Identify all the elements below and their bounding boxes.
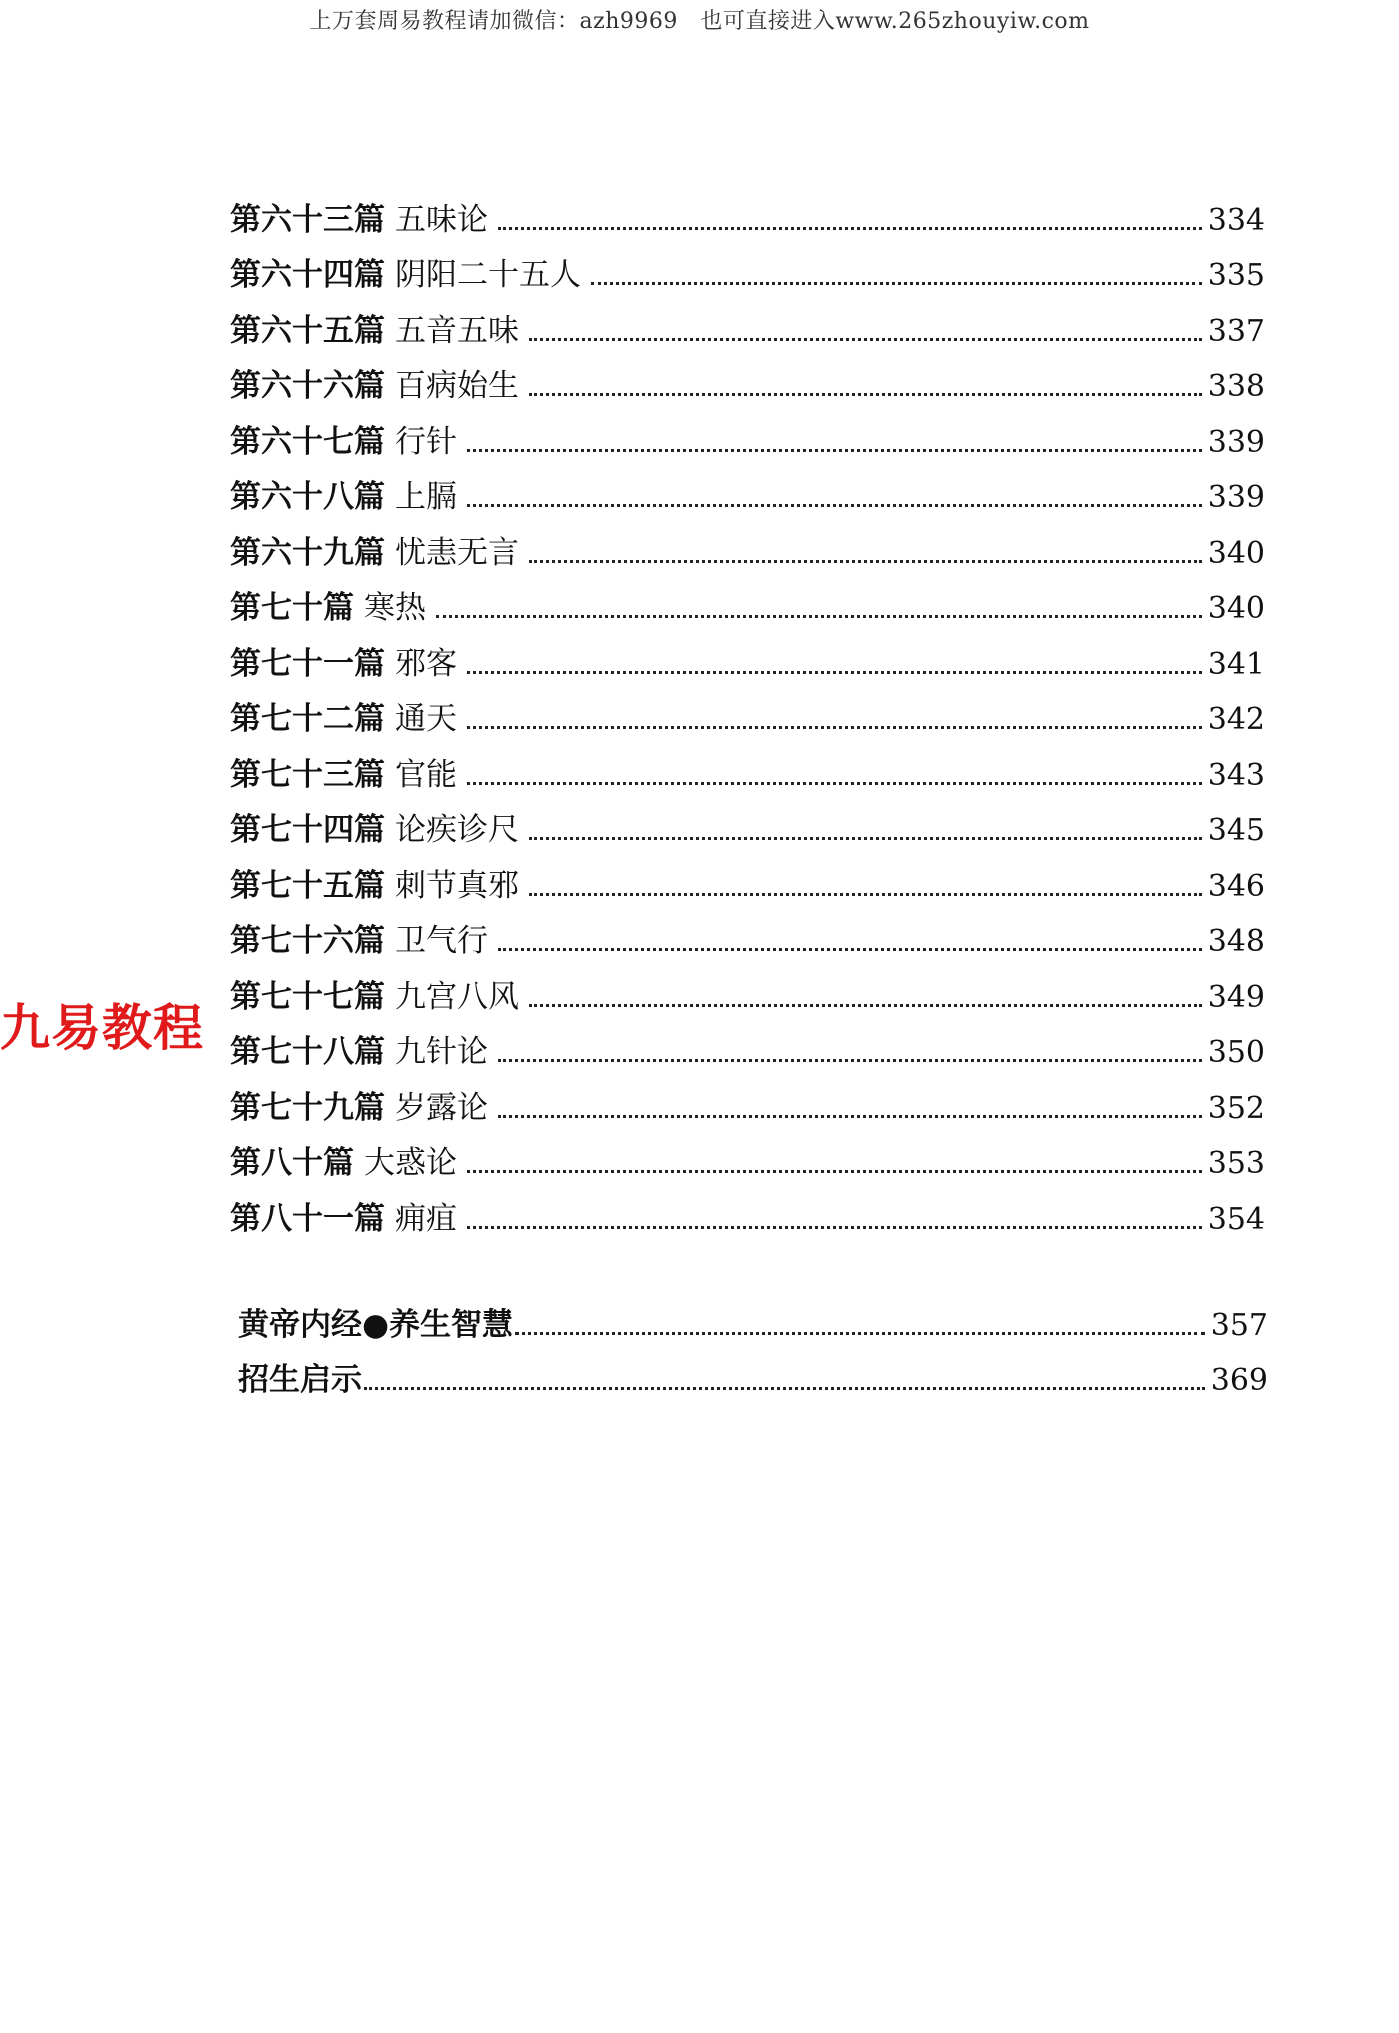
toc-chapter-title: 官能 [395,756,457,793]
toc-page-number: 357 [1210,1307,1268,1343]
toc-section-title: 招生启示 [238,1362,362,1398]
toc-entry[interactable] [230,291,1265,347]
toc-entry[interactable] [230,735,1265,791]
toc-chapter-title: 卫气行 [395,923,488,959]
dot-leader [529,338,1202,341]
toc-chapter-number: 第八十篇 [230,1145,354,1181]
toc-entry[interactable] [230,1124,1265,1180]
toc-chapter-title: 通天 [395,701,457,737]
toc-section-title: 黄帝内经●养生智慧 [238,1306,514,1343]
toc-entry[interactable] [230,902,1265,958]
toc-chapter-number: 第七十篇 [230,590,354,626]
toc-chapter-number: 第六十三篇 [230,201,385,238]
toc-page-number: 339 [1207,424,1265,460]
toc-chapter-number: 第七十八篇 [230,1034,385,1070]
toc-chapter-title: 上膈 [395,479,457,515]
toc-chapter-number: 第七十五篇 [230,867,385,904]
toc-entry[interactable] [230,680,1265,736]
dot-leader [467,782,1202,785]
toc-chapter-title: 忧恚无言 [395,534,519,571]
toc-entry[interactable] [230,1068,1265,1124]
toc-page-number: 348 [1207,924,1265,959]
dot-leader [467,726,1202,729]
toc-chapter-title: 论疾诊尺 [395,812,519,848]
dot-leader [529,560,1202,563]
toc-chapter-number: 第七十九篇 [230,1089,385,1126]
toc-chapter-title: 阴阳二十五人 [395,257,581,293]
dot-leader [467,1170,1202,1173]
toc-entry[interactable] [230,624,1265,680]
toc-page-number: 342 [1207,702,1265,737]
toc-entry[interactable] [230,1179,1265,1235]
toc-page-number: 340 [1207,591,1265,626]
dot-leader [498,227,1202,230]
dot-leader [467,449,1202,452]
toc-entry[interactable] [230,957,1265,1013]
dot-leader [529,393,1202,396]
dot-leader [467,671,1202,674]
toc-entry[interactable] [230,402,1265,458]
toc-chapter-title: 百病始生 [395,368,519,404]
dot-leader [436,615,1202,618]
toc-chapter-title: 九针论 [395,1034,488,1070]
toc-page-number: 353 [1207,1146,1265,1181]
toc-chapter-title: 大惑论 [364,1145,457,1181]
dot-leader [364,1387,1205,1390]
toc-chapter-number: 第七十三篇 [230,756,385,793]
watermark-logo: 九易教程 [0,999,204,1057]
toc-chapter-number: 第七十二篇 [230,701,385,737]
toc-page-number: 345 [1207,813,1265,848]
toc-chapter-title: 刺节真邪 [395,867,519,904]
toc-chapter-number: 第六十九篇 [230,534,385,571]
dot-leader [467,504,1202,507]
toc-chapter-number: 第七十四篇 [230,812,385,848]
toc-page-number: 343 [1207,757,1265,793]
toc-chapter-number: 第七十一篇 [230,645,385,682]
toc-chapter-title: 岁露论 [395,1089,488,1126]
toc-chapter-number: 第六十八篇 [230,479,385,515]
toc-entry[interactable] [230,180,1265,236]
toc-page-number: 335 [1207,258,1265,293]
toc-entry[interactable] [238,1341,1268,1397]
toc-chapter-title: 五味论 [395,201,488,238]
dot-leader [515,1332,1205,1335]
toc-entry[interactable] [238,1285,1268,1341]
toc-chapter-title: 寒热 [364,590,426,626]
toc-page-number: 338 [1207,369,1265,404]
dot-leader [591,282,1202,285]
toc-page-number: 334 [1207,202,1265,238]
toc-entry[interactable] [230,1013,1265,1069]
dot-leader [498,1059,1202,1062]
toc-chapter-number: 第七十六篇 [230,923,385,959]
table-of-contents [230,180,1265,1235]
toc-entry[interactable] [230,846,1265,902]
dot-leader [529,837,1202,840]
toc-entry[interactable] [230,513,1265,569]
toc-page-number: 339 [1207,480,1265,515]
toc-chapter-number: 第六十七篇 [230,423,385,460]
toc-chapter-title: 九宫八风 [395,978,519,1015]
toc-entry[interactable] [230,236,1265,292]
toc-chapter-number: 第六十六篇 [230,368,385,404]
toc-chapter-number: 第八十一篇 [230,1200,385,1237]
dot-leader [529,1004,1202,1007]
toc-page-number: 341 [1207,646,1265,682]
toc-page-number: 349 [1207,979,1265,1015]
dot-leader [498,948,1202,951]
toc-page-number: 369 [1210,1363,1268,1398]
toc-chapter-number: 第六十五篇 [230,312,385,349]
dot-leader [498,1115,1202,1118]
toc-page-number: 350 [1207,1035,1265,1070]
page-header: 上万套周易教程请加微信：azh9969 也可直接进入www.265zhouyiw.com [309,9,1090,34]
toc-page-number: 352 [1207,1090,1265,1126]
toc-entry[interactable] [230,791,1265,847]
dot-leader [467,1226,1202,1229]
toc-entry[interactable] [230,569,1265,625]
dot-leader [529,893,1202,896]
toc-entry[interactable] [230,347,1265,403]
toc-chapter-number: 第七十七篇 [230,978,385,1015]
toc-entry[interactable] [230,458,1265,514]
table-of-contents-appendix [238,1285,1268,1396]
toc-chapter-title: 行针 [395,423,457,460]
toc-page-number: 346 [1207,868,1265,904]
toc-page-number: 354 [1207,1201,1265,1237]
toc-chapter-title: 邪客 [395,645,457,682]
toc-page-number: 340 [1207,535,1265,571]
toc-chapter-title: 五音五味 [395,312,519,349]
toc-chapter-number: 第六十四篇 [230,257,385,293]
toc-page-number: 337 [1207,313,1265,349]
toc-chapter-title: 痈疽 [395,1200,457,1237]
